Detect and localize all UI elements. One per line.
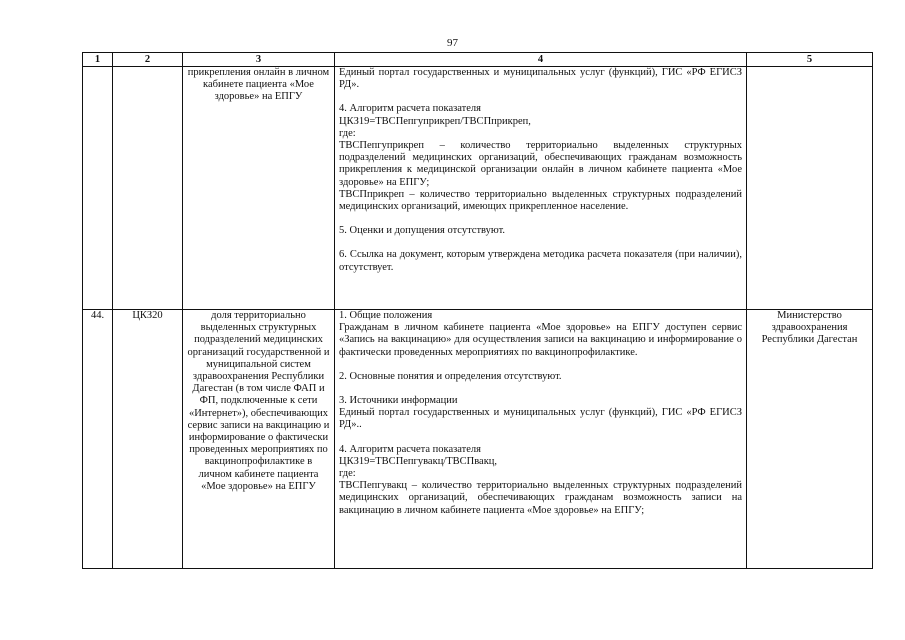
assumptions-text: 5. Оценки и допущения отсутствуют. bbox=[339, 225, 506, 237]
responsible-organization bbox=[747, 67, 873, 310]
header-col-4: 4 bbox=[335, 53, 747, 67]
algorithm-where: где: bbox=[339, 127, 356, 139]
indicator-code bbox=[113, 67, 183, 310]
general-text: Гражданам в личном кабинете пациента «Мое здоровье» на ЕПГУ доступен сервис «Запись на вакцинацию» для осуществления записи на вакцинацию и информирование о фактически проведенных мероприятиях по вакцинопрофилактике. bbox=[339, 322, 742, 358]
indicator-code: ЦКЗ20 bbox=[113, 310, 183, 569]
reference-text: 6. Ссылка на документ, которым утверждена методика расчета показателя (при наличии), отсутствует. bbox=[339, 249, 742, 273]
indicator-methodology bbox=[335, 67, 747, 310]
table-row bbox=[83, 310, 873, 569]
page-number: 97 bbox=[447, 37, 458, 49]
sources-text: Единый портал государственных и муниципальных услуг (функций), ГИС «РФ ЕГИСЗ РД».. bbox=[339, 407, 742, 431]
sources-title: 3. Источники информации bbox=[339, 395, 458, 407]
indicator-table bbox=[82, 52, 873, 569]
header-col-1: 1 bbox=[83, 53, 113, 67]
indicator-methodology bbox=[335, 310, 747, 569]
indicator-name: прикрепления онлайн в личном кабинете пациента «Мое здоровье» на ЕПГУ bbox=[183, 67, 335, 310]
definitions-text: 2. Основные понятия и определения отсутствуют. bbox=[339, 370, 562, 382]
header-col-3: 3 bbox=[183, 53, 335, 67]
algorithm-definition: ТВСПепгувакц – количество территориально выделенных структурных подразделений медицинских организаций, обеспечивающих гражданам возможность записи на вакцинацию в личном кабинете пациента «Мое здоровье» на ЕПГУ; bbox=[339, 480, 742, 516]
header-col-2: 2 bbox=[113, 53, 183, 67]
algorithm-where: где: bbox=[339, 468, 356, 480]
algorithm-definition: ТВСПепгуприкреп – количество территориально выделенных структурных подразделений медицинских организаций, обеспечивающих гражданам возможность прикрепления к медицинской организации онлайн в личном кабинете пациента «Мое здоровье» на ЕПГУ; bbox=[339, 140, 742, 188]
responsible-organization: Министерство здравоохранения Республики Дагестан bbox=[747, 310, 873, 569]
row-number bbox=[83, 67, 113, 310]
algorithm-title: 4. Алгоритм расчета показателя bbox=[339, 103, 481, 115]
algorithm-formula: ЦКЗ19=ТВСПепгувакц/ТВСПвакц, bbox=[339, 455, 498, 467]
sources-text: Единый портал государственных и муниципальных услуг (функций), ГИС «РФ ЕГИСЗ РД». bbox=[339, 67, 742, 91]
algorithm-title: 4. Алгоритм расчета показателя bbox=[339, 443, 481, 455]
row-number: 44. bbox=[83, 310, 113, 569]
algorithm-formula: ЦКЗ19=ТВСПепгуприкреп/ТВСПприкреп, bbox=[339, 115, 531, 127]
indicator-name: доля территориально выделенных структурных подразделений медицинских организаций государственной и муниципальной систем здравоохранения Республики Дагестан (в том числе ФАП и ФП, подключенные к сети «Интернет»), обеспечивающих сервис записи на вакцинацию и информирование о фактически проведенных мероприятиях по вакцинопрофилактике в личном кабинете пациента «Мое здоровье» на ЕПГУ bbox=[183, 310, 335, 569]
header-row bbox=[83, 53, 873, 67]
header-col-5: 5 bbox=[747, 53, 873, 67]
general-title: 1. Общие положения bbox=[339, 310, 433, 321]
algorithm-definition: ТВСПприкреп – количество территориально выделенных структурных подразделений медицинских организаций, имеющих прикрепленное население. bbox=[339, 188, 742, 213]
table-row bbox=[83, 67, 873, 310]
